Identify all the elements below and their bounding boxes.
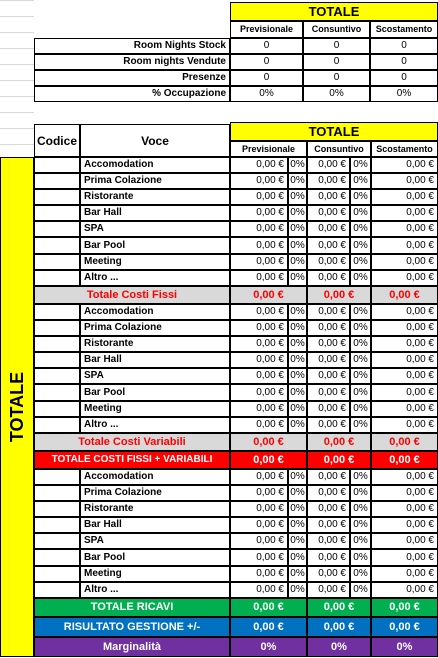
- codice-cell[interactable]: [34, 237, 80, 254]
- codice-cell[interactable]: [34, 189, 80, 205]
- voce-item: Bar Hall: [80, 517, 230, 533]
- top-row-value[interactable]: 0: [303, 54, 370, 70]
- voce-item: Accomodation: [80, 469, 230, 485]
- value-cell[interactable]: 0%: [288, 469, 307, 485]
- value-cell[interactable]: 0%: [350, 368, 371, 384]
- value-cell[interactable]: 0%: [350, 237, 371, 254]
- summary-value[interactable]: 0,00 €: [371, 617, 438, 637]
- voce-item: Prima Colazione: [80, 320, 230, 336]
- gridline: [0, 80, 34, 81]
- top-row-label: Room Nights Stock: [34, 38, 230, 54]
- gridline: [0, 64, 34, 65]
- value-cell[interactable]: 0%: [350, 417, 371, 433]
- voce-item: Ristorante: [80, 336, 230, 352]
- value-cell[interactable]: 0%: [288, 320, 307, 336]
- value-cell[interactable]: 0%: [288, 368, 307, 384]
- value-cell[interactable]: 0%: [350, 304, 371, 320]
- codice-cell[interactable]: [34, 384, 80, 401]
- voce-item: Ristorante: [80, 501, 230, 517]
- voce-item: Altro ...: [80, 582, 230, 598]
- value-cell[interactable]: 0%: [350, 336, 371, 352]
- value-cell[interactable]: 0%: [288, 270, 307, 286]
- gridline: [0, 128, 34, 129]
- voce-item: Meeting: [80, 401, 230, 417]
- section-total-value[interactable]: 0,00 €: [307, 451, 371, 469]
- value-cell[interactable]: 0,00 €: [230, 469, 288, 485]
- value-cell[interactable]: 0,00 €: [307, 221, 350, 237]
- value-cell[interactable]: 0%: [288, 336, 307, 352]
- side-label-text: TOTALE: [7, 371, 27, 443]
- value-cell[interactable]: 0,00 €: [230, 533, 288, 549]
- value-cell[interactable]: 0,00 €: [307, 401, 350, 417]
- value-cell[interactable]: 0%: [350, 517, 371, 533]
- value-cell[interactable]: 0,00 €: [307, 205, 350, 221]
- codice-cell[interactable]: [34, 320, 80, 336]
- value-cell[interactable]: 0,00 €: [307, 417, 350, 433]
- value-cell[interactable]: 0,00 €: [371, 501, 438, 517]
- value-cell[interactable]: 0%: [288, 221, 307, 237]
- value-cell[interactable]: 0,00 €: [230, 417, 288, 433]
- summary-value[interactable]: 0%: [230, 637, 307, 657]
- value-cell[interactable]: 0,00 €: [307, 549, 350, 566]
- value-cell[interactable]: 0,00 €: [307, 189, 350, 205]
- codice-cell[interactable]: [34, 501, 80, 517]
- value-cell[interactable]: 0,00 €: [307, 384, 350, 401]
- value-cell[interactable]: 0%: [350, 352, 371, 368]
- top-row-value[interactable]: 0: [230, 38, 303, 54]
- gridline: [0, 48, 34, 49]
- value-cell[interactable]: 0,00 €: [371, 566, 438, 582]
- codice-cell[interactable]: [34, 417, 80, 433]
- section-total-label: Totale Costi Variabili: [34, 433, 230, 451]
- value-cell[interactable]: 0,00 €: [230, 157, 288, 173]
- summary-label: Marginalità: [34, 637, 230, 657]
- main-col-header-1: Consuntivo: [307, 141, 371, 157]
- value-cell[interactable]: 0%: [288, 205, 307, 221]
- codice-cell[interactable]: [34, 221, 80, 237]
- value-cell[interactable]: 0,00 €: [371, 320, 438, 336]
- value-cell[interactable]: 0,00 €: [371, 384, 438, 401]
- codice-cell[interactable]: [34, 533, 80, 549]
- value-cell[interactable]: 0,00 €: [230, 501, 288, 517]
- value-cell[interactable]: 0%: [350, 566, 371, 582]
- value-cell[interactable]: 0,00 €: [307, 237, 350, 254]
- section-total-value[interactable]: 0,00 €: [371, 433, 438, 451]
- value-cell[interactable]: 0%: [288, 485, 307, 501]
- voce-item: Accomodation: [80, 157, 230, 173]
- top-row-value[interactable]: 0: [230, 70, 303, 86]
- voce-item: Meeting: [80, 254, 230, 270]
- summary-value[interactable]: 0%: [307, 637, 371, 657]
- top-col-header-1: Consuntivo: [303, 21, 370, 38]
- value-cell[interactable]: 0,00 €: [371, 304, 438, 320]
- value-cell[interactable]: 0%: [350, 384, 371, 401]
- value-cell[interactable]: 0,00 €: [371, 417, 438, 433]
- voce-item: Prima Colazione: [80, 485, 230, 501]
- value-cell[interactable]: 0,00 €: [230, 221, 288, 237]
- value-cell[interactable]: 0%: [288, 582, 307, 598]
- codice-cell[interactable]: [34, 401, 80, 417]
- value-cell[interactable]: 0,00 €: [230, 401, 288, 417]
- value-cell[interactable]: 0,00 €: [371, 549, 438, 566]
- value-cell[interactable]: 0,00 €: [230, 384, 288, 401]
- value-cell[interactable]: 0,00 €: [371, 173, 438, 189]
- value-cell[interactable]: 0,00 €: [307, 352, 350, 368]
- value-cell[interactable]: 0,00 €: [230, 352, 288, 368]
- value-cell[interactable]: 0%: [350, 157, 371, 173]
- section-total-label: TOTALE COSTI FISSI + VARIABILI: [34, 451, 230, 469]
- summary-value[interactable]: 0,00 €: [307, 617, 371, 637]
- summary-label: TOTALE RICAVI: [34, 598, 230, 617]
- header-codice: Codice: [34, 124, 80, 157]
- value-cell[interactable]: 0%: [288, 157, 307, 173]
- voce-item: Accomodation: [80, 304, 230, 320]
- value-cell[interactable]: 0%: [288, 417, 307, 433]
- main-col-header-2: Scostamento: [371, 141, 438, 157]
- voce-item: Bar Hall: [80, 352, 230, 368]
- codice-cell[interactable]: [34, 173, 80, 189]
- value-cell[interactable]: 0,00 €: [230, 336, 288, 352]
- codice-cell[interactable]: [34, 157, 80, 173]
- gridline: [0, 16, 34, 17]
- value-cell[interactable]: 0,00 €: [371, 469, 438, 485]
- value-cell[interactable]: 0,00 €: [371, 270, 438, 286]
- value-cell[interactable]: 0,00 €: [307, 566, 350, 582]
- value-cell[interactable]: 0%: [350, 270, 371, 286]
- gridline: [0, 144, 34, 145]
- voce-item: Bar Pool: [80, 237, 230, 254]
- section-total-value[interactable]: 0,00 €: [307, 286, 371, 304]
- value-cell[interactable]: 0%: [288, 517, 307, 533]
- value-cell[interactable]: 0,00 €: [307, 336, 350, 352]
- value-cell[interactable]: 0%: [350, 173, 371, 189]
- top-row-value[interactable]: 0%: [303, 86, 370, 102]
- voce-item: Prima Colazione: [80, 173, 230, 189]
- value-cell[interactable]: 0%: [350, 205, 371, 221]
- codice-cell[interactable]: [34, 304, 80, 320]
- voce-item: Bar Pool: [80, 384, 230, 401]
- value-cell[interactable]: 0,00 €: [230, 205, 288, 221]
- voce-item: SPA: [80, 368, 230, 384]
- value-cell[interactable]: 0%: [288, 173, 307, 189]
- codice-cell[interactable]: [34, 270, 80, 286]
- value-cell[interactable]: 0%: [288, 254, 307, 270]
- summary-value[interactable]: 0,00 €: [307, 598, 371, 617]
- value-cell[interactable]: 0%: [350, 320, 371, 336]
- side-label-cell: [0, 157, 34, 657]
- codice-cell[interactable]: [34, 549, 80, 566]
- section-total-value[interactable]: 0,00 €: [230, 433, 307, 451]
- value-cell[interactable]: 0,00 €: [230, 582, 288, 598]
- value-cell[interactable]: 0%: [288, 237, 307, 254]
- value-cell[interactable]: 0,00 €: [230, 254, 288, 270]
- codice-cell[interactable]: [34, 469, 80, 485]
- summary-value[interactable]: 0,00 €: [371, 598, 438, 617]
- codice-cell[interactable]: [34, 517, 80, 533]
- top-row-value[interactable]: 0: [370, 38, 438, 54]
- codice-cell[interactable]: [34, 368, 80, 384]
- voce-item: SPA: [80, 533, 230, 549]
- summary-value[interactable]: 0%: [371, 637, 438, 657]
- value-cell[interactable]: 0%: [288, 401, 307, 417]
- header-voce: Voce: [80, 124, 230, 157]
- value-cell[interactable]: 0%: [288, 384, 307, 401]
- top-row-value[interactable]: 0: [370, 54, 438, 70]
- value-cell[interactable]: 0,00 €: [371, 157, 438, 173]
- voce-item: Bar Hall: [80, 205, 230, 221]
- value-cell[interactable]: 0,00 €: [230, 173, 288, 189]
- value-cell[interactable]: 0%: [288, 501, 307, 517]
- section-total-value[interactable]: 0,00 €: [371, 286, 438, 304]
- section-total-value[interactable]: 0,00 €: [371, 451, 438, 469]
- value-cell[interactable]: 0%: [350, 401, 371, 417]
- value-cell[interactable]: 0,00 €: [307, 517, 350, 533]
- codice-cell[interactable]: [34, 566, 80, 582]
- voce-item: Altro ...: [80, 270, 230, 286]
- gridline: [0, 112, 34, 113]
- value-cell[interactable]: 0,00 €: [371, 221, 438, 237]
- summary-label: RISULTATO GESTIONE +/-: [34, 617, 230, 637]
- top-row-label: Room nights Vendute: [34, 54, 230, 70]
- value-cell[interactable]: 0,00 €: [230, 304, 288, 320]
- value-cell[interactable]: 0,00 €: [371, 336, 438, 352]
- value-cell[interactable]: 0,00 €: [307, 485, 350, 501]
- voce-item: Bar Pool: [80, 549, 230, 566]
- top-table-title: TOTALE: [230, 2, 438, 21]
- value-cell[interactable]: 0,00 €: [230, 549, 288, 566]
- value-cell[interactable]: 0,00 €: [307, 469, 350, 485]
- value-cell[interactable]: 0%: [288, 533, 307, 549]
- value-cell[interactable]: 0,00 €: [371, 189, 438, 205]
- value-cell[interactable]: 0%: [350, 469, 371, 485]
- value-cell[interactable]: 0%: [288, 549, 307, 566]
- value-cell[interactable]: 0,00 €: [230, 189, 288, 205]
- voce-item: Ristorante: [80, 189, 230, 205]
- codice-cell[interactable]: [34, 254, 80, 270]
- value-cell[interactable]: 0%: [350, 533, 371, 549]
- value-cell[interactable]: 0%: [288, 189, 307, 205]
- section-total-value[interactable]: 0,00 €: [307, 433, 371, 451]
- top-row-label: Presenze: [34, 70, 230, 86]
- top-row-label: % Occupazione: [34, 86, 230, 102]
- summary-value[interactable]: 0,00 €: [230, 617, 307, 637]
- codice-cell[interactable]: [34, 485, 80, 501]
- section-total-value[interactable]: 0,00 €: [230, 451, 307, 469]
- value-cell[interactable]: 0,00 €: [371, 517, 438, 533]
- value-cell[interactable]: 0%: [350, 485, 371, 501]
- gridline: [0, 32, 34, 33]
- voce-item: Meeting: [80, 566, 230, 582]
- value-cell[interactable]: 0,00 €: [230, 270, 288, 286]
- value-cell[interactable]: 0,00 €: [230, 320, 288, 336]
- voce-item: SPA: [80, 221, 230, 237]
- value-cell[interactable]: 0,00 €: [230, 368, 288, 384]
- codice-cell[interactable]: [34, 336, 80, 352]
- top-row-value[interactable]: 0: [230, 54, 303, 70]
- top-row-value[interactable]: 0: [370, 70, 438, 86]
- value-cell[interactable]: 0%: [288, 304, 307, 320]
- value-cell[interactable]: 0,00 €: [371, 205, 438, 221]
- value-cell[interactable]: 0,00 €: [230, 237, 288, 254]
- section-total-value[interactable]: 0,00 €: [230, 286, 307, 304]
- value-cell[interactable]: 0,00 €: [230, 485, 288, 501]
- voce-item: Altro ...: [80, 417, 230, 433]
- value-cell[interactable]: 0,00 €: [230, 566, 288, 582]
- value-cell[interactable]: 0,00 €: [307, 270, 350, 286]
- value-cell[interactable]: 0,00 €: [371, 237, 438, 254]
- value-cell[interactable]: 0,00 €: [307, 533, 350, 549]
- top-row-value[interactable]: 0: [303, 70, 370, 86]
- value-cell[interactable]: 0,00 €: [371, 368, 438, 384]
- value-cell[interactable]: 0%: [350, 189, 371, 205]
- top-row-value[interactable]: 0%: [370, 86, 438, 102]
- value-cell[interactable]: 0,00 €: [307, 173, 350, 189]
- codice-cell[interactable]: [34, 205, 80, 221]
- top-col-header-0: Previsionale: [230, 21, 303, 38]
- value-cell[interactable]: 0,00 €: [371, 254, 438, 270]
- value-cell[interactable]: 0,00 €: [307, 320, 350, 336]
- value-cell[interactable]: 0,00 €: [307, 157, 350, 173]
- top-row-value[interactable]: 0%: [230, 86, 303, 102]
- value-cell[interactable]: 0,00 €: [307, 254, 350, 270]
- value-cell[interactable]: 0,00 €: [307, 501, 350, 517]
- value-cell[interactable]: 0%: [288, 566, 307, 582]
- value-cell[interactable]: 0,00 €: [371, 582, 438, 598]
- value-cell[interactable]: 0%: [350, 221, 371, 237]
- codice-cell[interactable]: [34, 352, 80, 368]
- value-cell[interactable]: 0%: [350, 549, 371, 566]
- value-cell[interactable]: 0,00 €: [230, 517, 288, 533]
- value-cell[interactable]: 0,00 €: [307, 304, 350, 320]
- section-total-label: Totale Costi Fissi: [34, 286, 230, 304]
- value-cell[interactable]: 0,00 €: [371, 533, 438, 549]
- top-col-header-2: Scostamento: [370, 21, 438, 38]
- main-col-header-0: Previsionale: [230, 141, 307, 157]
- value-cell[interactable]: 0,00 €: [307, 582, 350, 598]
- value-cell[interactable]: 0,00 €: [371, 485, 438, 501]
- value-cell[interactable]: 0,00 €: [371, 352, 438, 368]
- codice-cell[interactable]: [34, 582, 80, 598]
- summary-value[interactable]: 0,00 €: [230, 598, 307, 617]
- value-cell[interactable]: 0,00 €: [371, 401, 438, 417]
- value-cell[interactable]: 0%: [350, 501, 371, 517]
- value-cell[interactable]: 0,00 €: [307, 368, 350, 384]
- main-table-title: TOTALE: [230, 122, 438, 141]
- value-cell[interactable]: 0%: [288, 352, 307, 368]
- gridline: [0, 0, 34, 1]
- top-row-value[interactable]: 0: [303, 38, 370, 54]
- gridline: [0, 96, 34, 97]
- value-cell[interactable]: 0%: [350, 582, 371, 598]
- value-cell[interactable]: 0%: [350, 254, 371, 270]
